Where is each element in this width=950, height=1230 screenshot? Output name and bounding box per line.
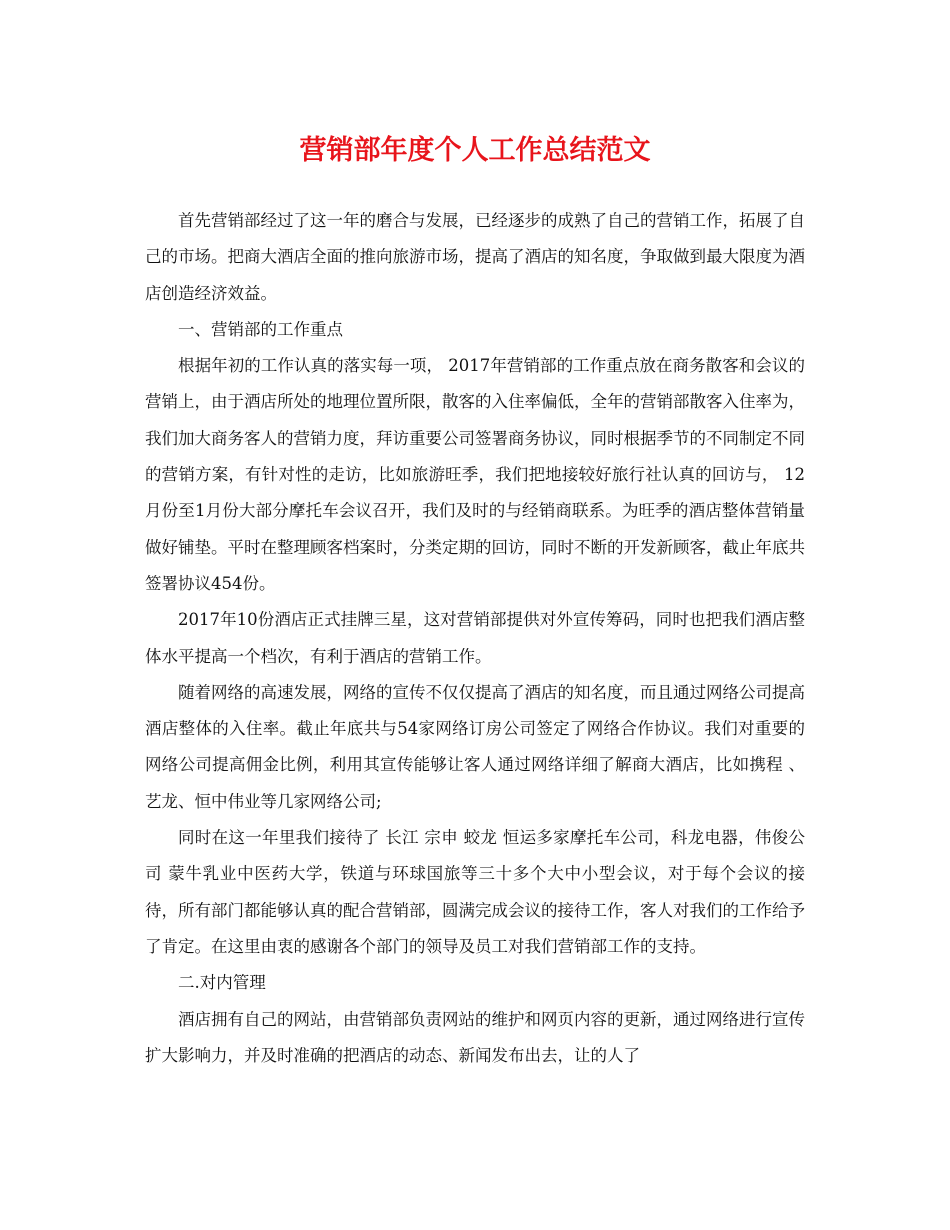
section-heading-internal-management: 二.对内管理 (178, 973, 266, 993)
conference-paragraph: 同时在这一年里我们接待了 长江 宗申 蛟龙 恒运多家摩托车公司，科龙电器，伟俊公司 蒙牛乳业中医药大学，铁道与环球国旅等三十多个大中小型会议，对于每个会议的接待，所有部门都能够认真的配合营销部，圆满完成会议的接待工作，客人对我们的工作给予了肯定。在这里由衷的感谢各个部门的领导及员工对我们营销部工作的支持。 (145, 828, 805, 956)
work-focus-paragraph: 根据年初的工作认真的落实每一项， 2017年营销部的工作重点放在商务散客和会议的营销上，由于酒店所处的地理位置所限，散客的入住率偏低，全年的营销部散客入住率为，我们加大商务客人的营销力度，拜访重要公司签署商务协议，同时根据季节的不同制定不同的营销方案，有针对性的走访，比如旅游旺季，我们把地接较好旅行社认真的回访与， 12月份至1月份大部分摩托车会议召开，我们及时的与经销商联系。为旺季的酒店整体营销量做好铺垫。平时在整理顾客档案时，分类定期的回访，同时不断的开发新顾客，截止年底共签署协议454份。 (145, 356, 805, 593)
website-paragraph: 酒店拥有自己的网站，由营销部负责网站的维护和网页内容的更新，通过网络进行宣传扩大影响力，并及时准确的把酒店的动态、新闻发布出去，让的人了 (145, 1009, 805, 1065)
section-heading-work-focus: 一、营销部的工作重点 (178, 319, 343, 339)
three-star-paragraph: 2017年10份酒店正式挂牌三星，这对营销部提供对外宣传筹码，同时也把我们酒店整体水平提高一个档次，有利于酒店的营销工作。 (145, 610, 805, 666)
intro-paragraph: 首先营销部经过了这一年的磨合与发展，已经逐步的成熟了自己的营销工作，拓展了自己的市场。把商大酒店全面的推向旅游市场，提高了酒店的知名度，争取做到最大限度为酒店创造经济效益。 (145, 211, 805, 303)
document-body (145, 203, 805, 1074)
network-paragraph: 随着网络的高速发展，网络的宣传不仅仅提高了酒店的知名度，而且通过网络公司提高酒店整体的入住率。截止年底共与54家网络订房公司签定了网络合作协议。我们对重要的网络公司提高佣金比例，利用其宣传能够让客人通过网络详细了解商大酒店，比如携程 、艺龙、恒中伟业等几家网络公司; (145, 682, 805, 811)
document-title: 营销部年度个人工作总结范文 (299, 135, 651, 166)
